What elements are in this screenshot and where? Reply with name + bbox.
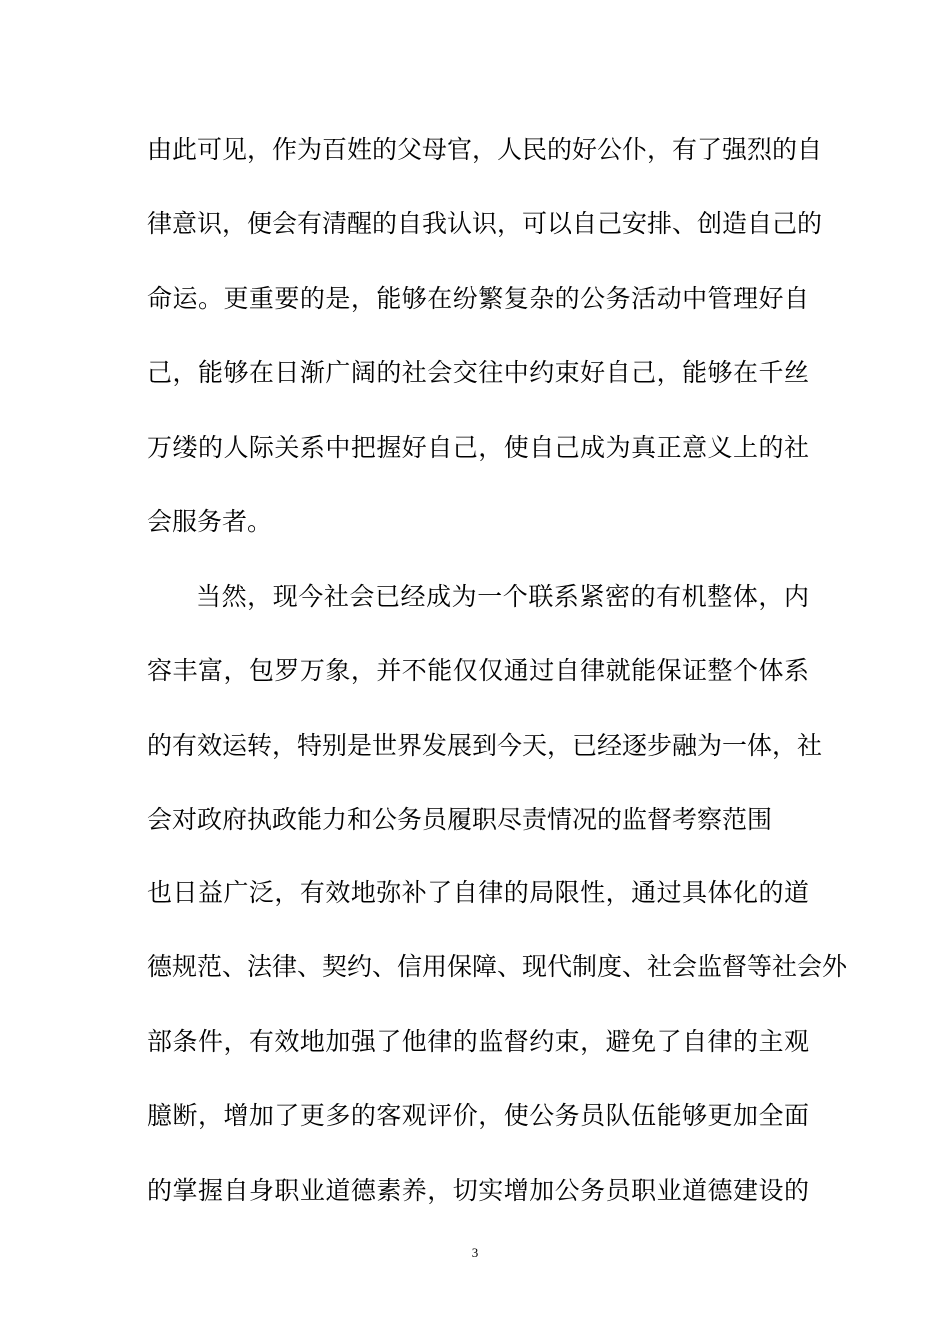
- paragraph-line: 当然，现今社会已经成为一个联系紧密的有机整体，内: [196, 582, 809, 611]
- paragraph-line: 容丰富，包罗万象，并不能仅仅通过自律就能保证整个体系: [147, 656, 809, 685]
- paragraph-line: 部条件，有效地加强了他律的监督约束，避免了自律的主观: [147, 1027, 809, 1056]
- paragraph-line: 由此可见，作为百姓的父母官，人民的好公仆，有了强烈的自: [147, 135, 823, 164]
- paragraph-line: 会服务者。: [147, 507, 273, 536]
- paragraph-line: 命运。更重要的是，能够在纷繁复杂的公务活动中管理好自: [147, 284, 809, 313]
- paragraph-line: 的掌握自身职业道德素养，切实增加公务员职业道德建设的: [147, 1176, 809, 1205]
- paragraph-line: 德规范、法律、契约、信用保障、现代制度、社会监督等社会外: [147, 952, 848, 981]
- page-number: 3: [471, 1245, 479, 1260]
- paragraph-line: 律意识，便会有清醒的自我认识，可以自己安排、创造自己的: [147, 209, 823, 238]
- paragraph-line: 万缕的人际关系中把握好自己，使自己成为真正意义上的社: [147, 433, 809, 462]
- paragraph-line: 也日益广泛，有效地弥补了自律的局限性，通过具体化的道: [147, 878, 809, 907]
- paragraph-line: 的有效运转，特别是世界发展到今天，已经逐步融为一体，社: [147, 731, 823, 760]
- paragraph-line: 己，能够在日渐广阔的社会交往中约束好自己，能够在千丝: [147, 358, 809, 387]
- paragraph-line: 臆断，增加了更多的客观评价，使公务员队伍能够更加全面: [147, 1101, 809, 1130]
- paragraph-line: 会对政府执政能力和公务员履职尽责情况的监督考察范围: [147, 805, 773, 834]
